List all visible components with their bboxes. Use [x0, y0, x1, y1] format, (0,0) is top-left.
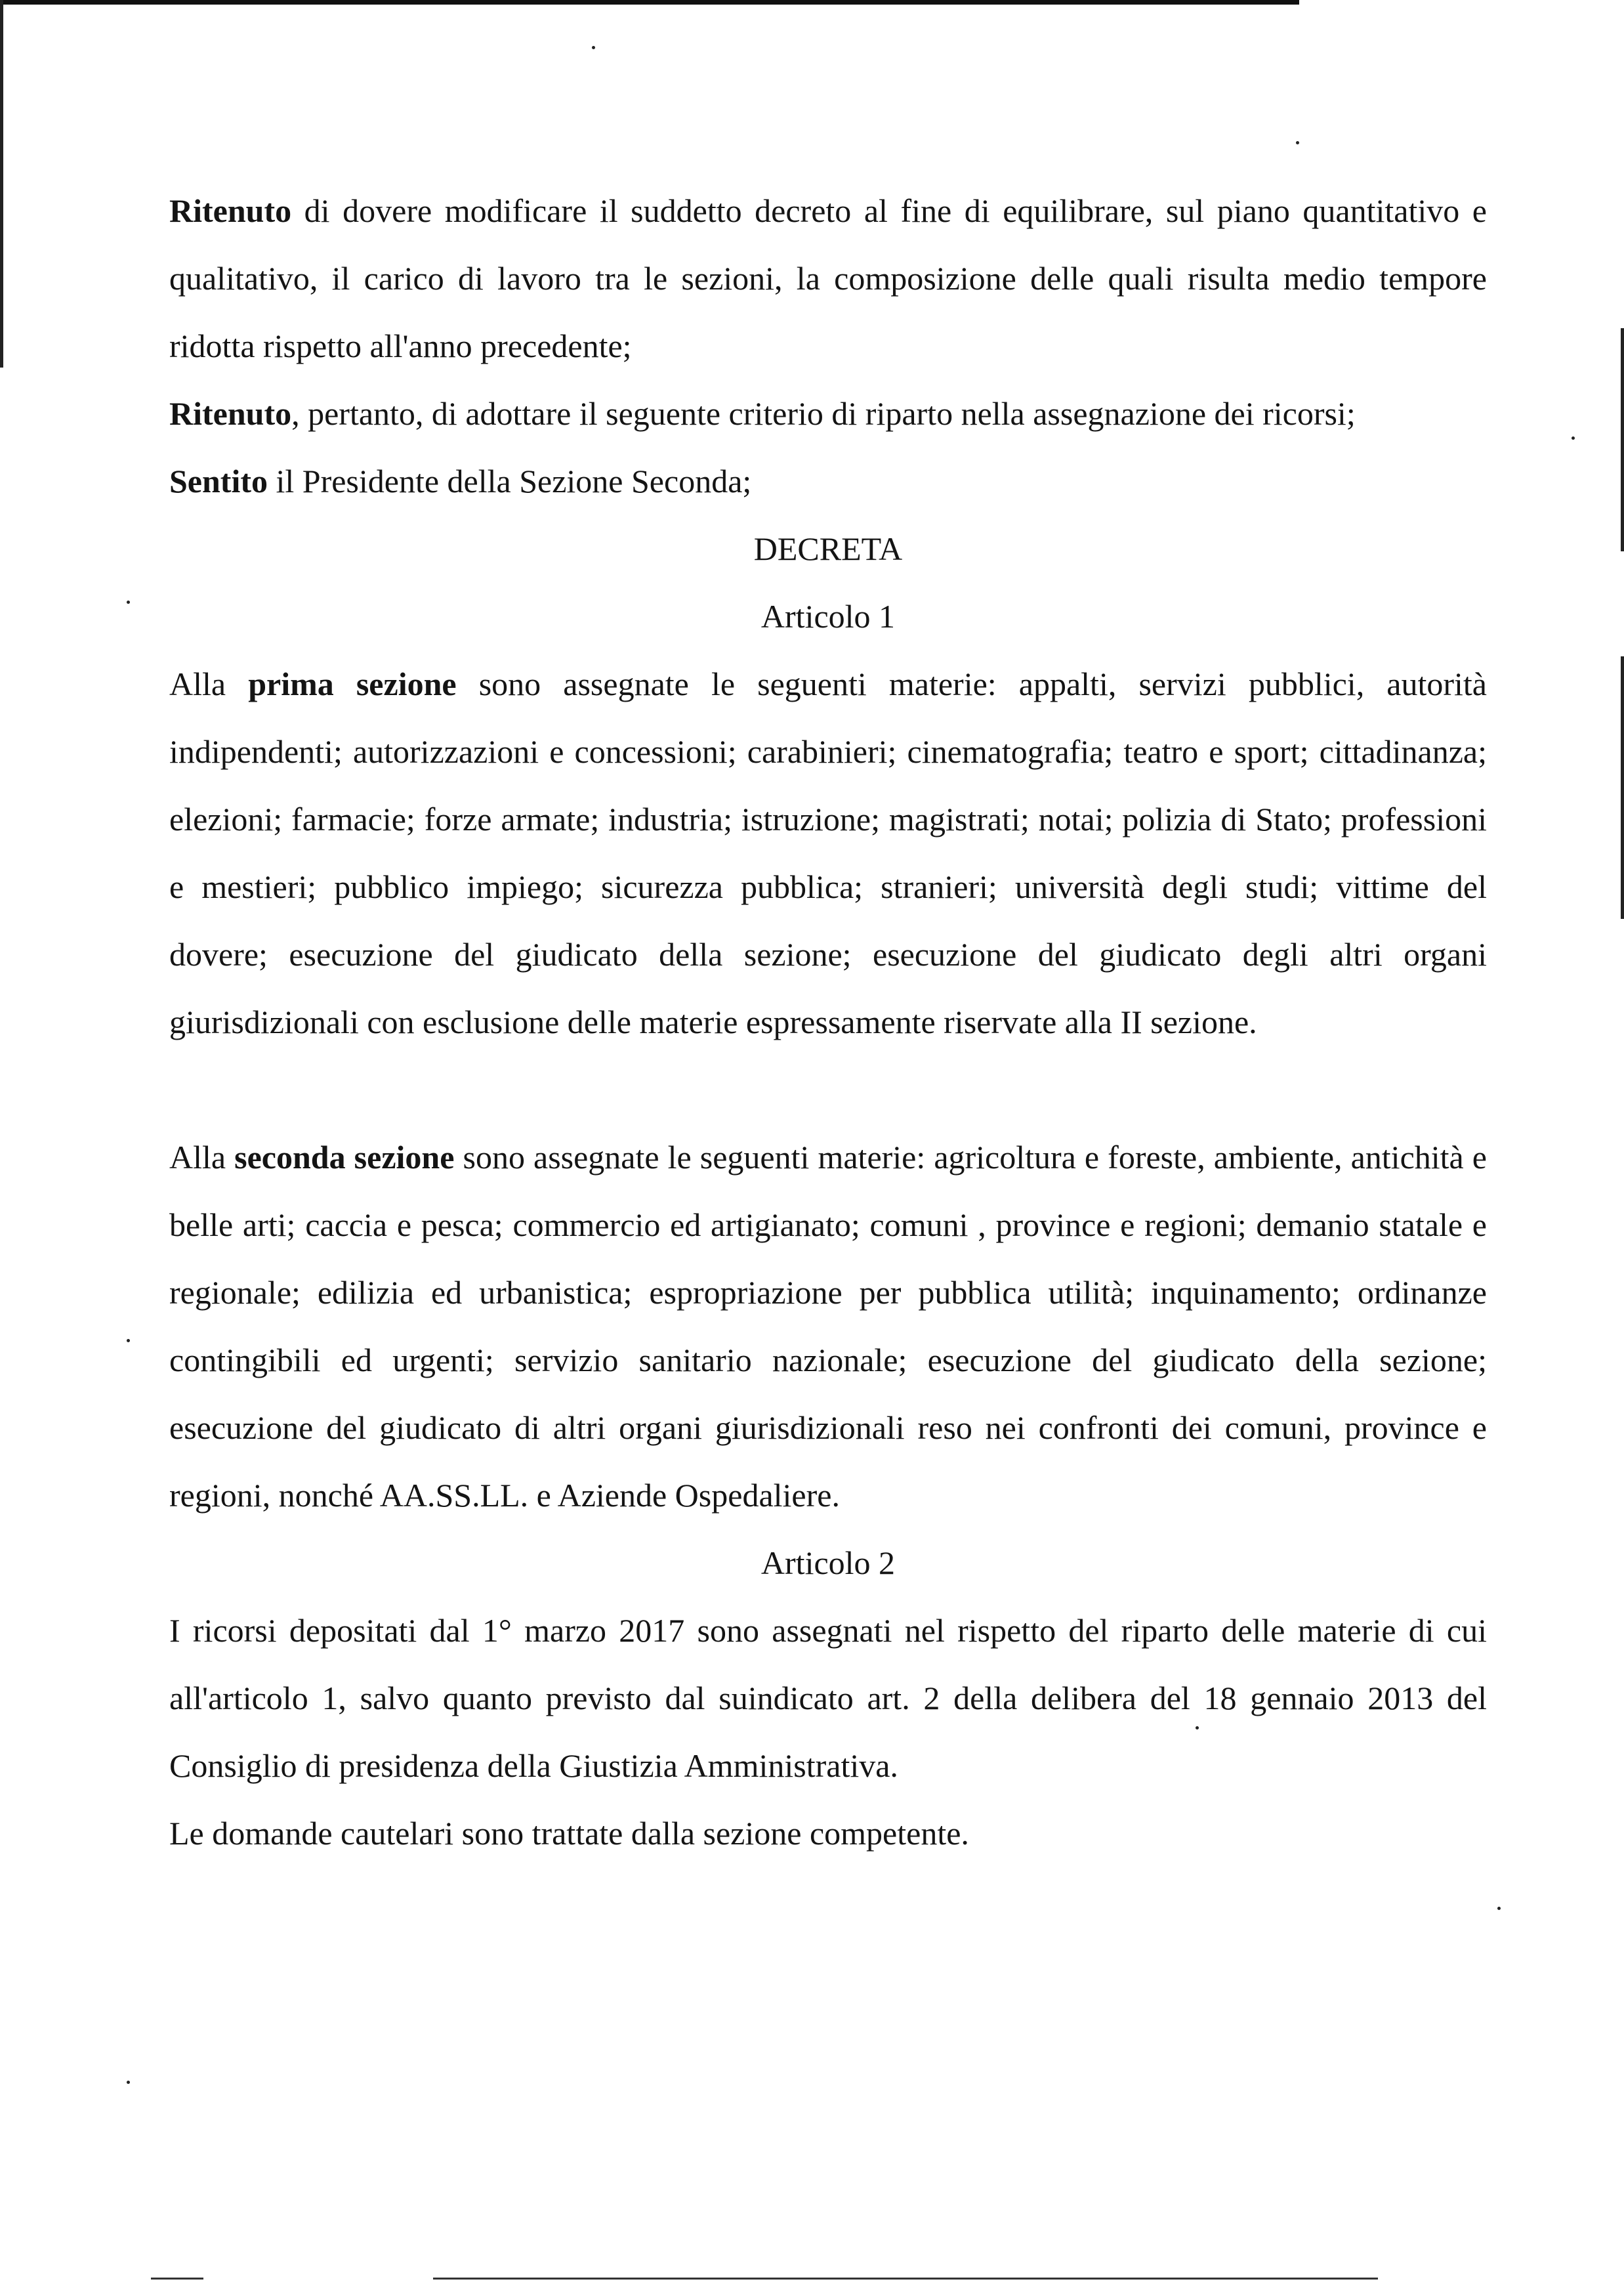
- first-section-text: sono assegnate le seguenti materie: appalti, servizi pubblici, autorità indipendenti; autorizzazioni e concessioni; carabinieri; cinematografia; teatro e sport; cittadinanza; elezioni; farmacie; forze armate; industria; istruzione; magistrati; notai; polizia di Stato; professioni e mestieri; pubblico impiego; sicurezza pubblica; stranieri; università degli studi; vittime del dovere; esecuzione del giudicato della sezione; esecuzione del giudicato degli altri organi giurisdizionali con esclusione delle materie espressamente riservate alla II sezione.: [169, 666, 1488, 1040]
- scan-border-top: [0, 0, 1299, 5]
- scan-border-left: [0, 0, 3, 368]
- second-section-text: sono assegnate le seguenti materie: agricoltura e foreste, ambiente, antichità e belle arti; caccia e pesca; commercio ed artigianato; comuni , province e regioni; demanio statale e regionale; edilizia ed urbanistica; espropriazione per pubblica utilità; inquinamento; ordinanze contingibili ed urgenti; servizio sanitario nazionale; esecuzione del giudicato della sezione; esecuzione del giudicato di altri organi giurisdizionali reso nei confronti dei comuni, province e regioni, nonché AA.SS.LL. e Aziende Ospedaliere.: [169, 1139, 1487, 1514]
- first-section-label: prima sezione: [248, 666, 457, 702]
- scan-speck: [127, 601, 130, 604]
- scan-border-right: [1621, 656, 1624, 919]
- first-section-paragraph: [169, 650, 1487, 1056]
- article-2-paragraph: I ricorsi depositati dal 1° marzo 2017 sono assegnati nel rispetto del riparto delle materie di cui all'articolo 1, salvo quanto previsto dal suindicato art. 2 della delibera del 18 gennaio 2013 del Consiglio di presidenza della Giustizia Amministrativa.: [169, 1612, 1487, 1784]
- second-section-label: seconda sezione: [234, 1139, 455, 1176]
- article-1-heading: Articolo 1: [760, 598, 896, 635]
- preamble-paragraph: [169, 177, 1487, 380]
- scan-speck: [1296, 141, 1299, 144]
- first-section-prefix: Alla: [169, 666, 249, 702]
- preamble-text: di dovere modificare il suddetto decreto al fine di equilibrare, sul piano quantitativo e qualitativo, il carico di lavoro tra le sezioni, la composizione delle quali risulta medio tempore ridotta rispetto all'anno precedente;: [169, 192, 1487, 364]
- scan-border-bottom: [151, 2278, 203, 2280]
- preamble-text: , pertanto, di adottare il seguente criterio di riparto nella assegnazione dei ricorsi;: [291, 395, 1356, 432]
- scan-speck: [127, 1339, 130, 1342]
- preamble-paragraph: [169, 448, 1487, 515]
- preamble-text: il Presidente della Sezione Seconda;: [268, 463, 752, 499]
- scan-speck: [592, 46, 595, 49]
- paragraph-gap: [169, 1056, 1487, 1124]
- scan-speck: [127, 2081, 130, 2084]
- scan-speck: [1572, 436, 1575, 440]
- document-body: [169, 177, 1487, 1867]
- article-2-paragraph: Le domande cautelari sono trattate dalla sezione competente.: [169, 1815, 969, 1852]
- scan-border-right: [1621, 328, 1624, 551]
- preamble-paragraph: [169, 380, 1487, 448]
- preamble-lead: Ritenuto: [169, 192, 292, 229]
- scan-speck: [1497, 1907, 1501, 1910]
- second-section-paragraph: [169, 1124, 1487, 1529]
- preamble-lead: Sentito: [169, 463, 268, 499]
- article-2-heading: Articolo 2: [760, 1544, 896, 1581]
- second-section-prefix: Alla: [169, 1139, 235, 1176]
- scan-border-bottom: [433, 2278, 1378, 2280]
- decree-heading: DECRETA: [753, 530, 903, 567]
- preamble-lead: Ritenuto: [169, 395, 292, 432]
